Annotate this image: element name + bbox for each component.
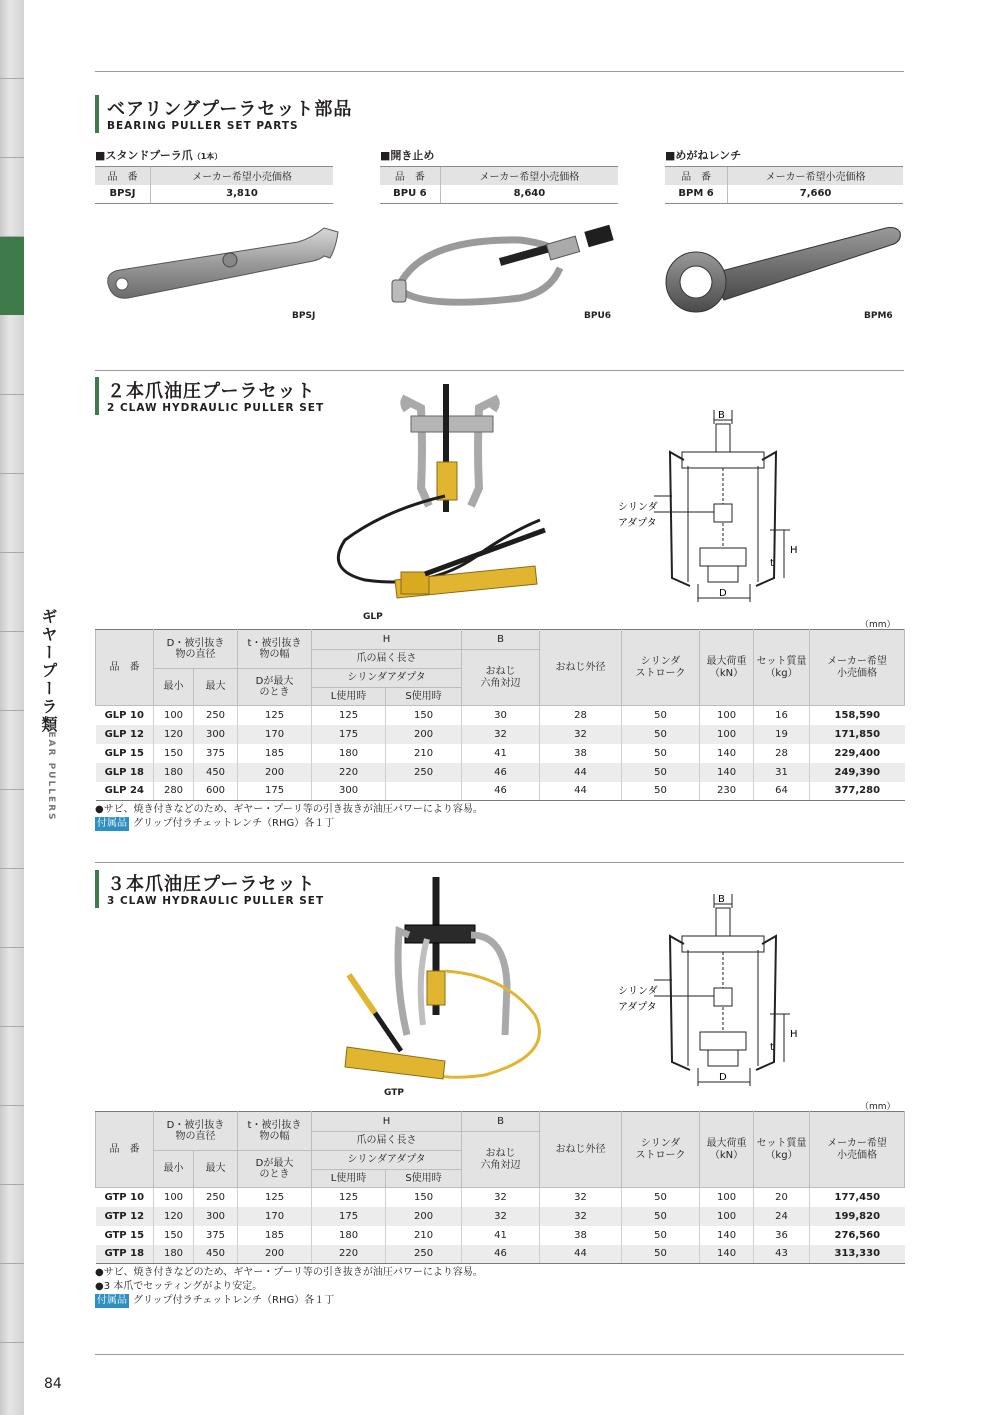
th-b: B	[462, 1112, 540, 1132]
table-row	[96, 1245, 905, 1264]
table-cell: 210	[386, 744, 462, 763]
section3-title: ３本爪油圧プーラセット	[107, 874, 316, 895]
col-price: メーカー希望小売価格	[440, 167, 618, 185]
dim-b-label: B	[718, 894, 725, 905]
side-tab-active	[0, 237, 24, 315]
table-cell: 229,400	[810, 744, 905, 763]
table-cell: GLP 12	[96, 725, 154, 744]
table-row	[96, 763, 905, 782]
accessory-text: グリップ付ラチェットレンチ（RHG）各１丁	[133, 1295, 335, 1306]
accessory-line	[95, 1294, 483, 1308]
footer-rule	[95, 1354, 904, 1355]
section1-subtitle: BEARING PULLER SET PARTS	[107, 120, 299, 132]
side-tab-divider	[0, 1026, 24, 1027]
part-code: BPU 6	[380, 185, 440, 204]
table-cell: 200	[386, 1207, 462, 1226]
table-cell: 100	[154, 1188, 194, 1207]
table-row	[96, 1226, 905, 1245]
table-cell: 100	[700, 1188, 754, 1207]
accessory-text: グリップ付ラチェットレンチ（RHG）各１丁	[133, 818, 335, 829]
table-cell: 28	[540, 706, 622, 725]
dim-d-label: D	[719, 588, 727, 599]
accessory-line	[95, 817, 483, 831]
side-tab-divider	[0, 1263, 24, 1264]
table-cell: 100	[700, 1207, 754, 1226]
gtp-notes	[95, 1266, 483, 1308]
part-price: 7,660	[728, 185, 903, 204]
th-min: 最小	[154, 1151, 194, 1188]
th-l-use: L使用時	[312, 1170, 386, 1188]
th-l-use: L使用時	[312, 688, 386, 706]
table-cell: 600	[194, 782, 238, 801]
accessory-badge: 付属品	[97, 1295, 127, 1306]
side-tab-divider	[0, 552, 24, 553]
th-h: H	[312, 630, 462, 650]
th-price: メーカー希望 小売価格	[810, 630, 905, 706]
table-row	[96, 744, 905, 763]
table-cell: 250	[386, 763, 462, 782]
table-cell: 140	[700, 1245, 754, 1264]
note-line: ●サビ、焼き付きなどのため、ギヤー・プーリ等の引き抜きが油圧パワーにより容易。	[95, 804, 483, 815]
table-cell: 140	[700, 1226, 754, 1245]
table-cell: 44	[540, 763, 622, 782]
table-cell: 41	[462, 744, 540, 763]
table-cell: 200	[238, 1245, 312, 1264]
table-cell: 20	[754, 1188, 810, 1207]
col-code: 品 番	[665, 167, 728, 185]
th-min: 最小	[154, 669, 194, 706]
table-cell: 44	[540, 782, 622, 801]
table-cell: GLP 10	[104, 709, 144, 721]
th-max: 最大	[194, 1151, 238, 1188]
th-s-use: S使用時	[386, 688, 462, 706]
side-title-jp: ギヤープーラ類	[39, 608, 58, 734]
table-cell: 50	[622, 706, 700, 725]
table-cell: 300	[194, 1207, 238, 1226]
side-tab-divider	[0, 473, 24, 474]
table-row	[96, 725, 905, 744]
glp-product-image	[325, 380, 550, 610]
table-cell: 180	[312, 744, 386, 763]
table-cell: GLP 24	[96, 782, 154, 801]
dim-d-label: D	[719, 1072, 727, 1083]
table-cell: 32	[462, 1188, 540, 1207]
table-cell: 249,390	[810, 763, 905, 782]
table-cell: 175	[312, 1207, 386, 1226]
col-code: 品 番	[95, 167, 150, 185]
table-cell: 170	[238, 1207, 312, 1226]
table-cell: 375	[194, 744, 238, 763]
th-b: B	[462, 630, 540, 650]
col-code: 品 番	[380, 167, 440, 185]
table-cell: 140	[700, 744, 754, 763]
th-code: 品 番	[96, 630, 154, 706]
th-d: D・被引抜き 物の直径	[154, 630, 238, 669]
table-cell: 150	[154, 1226, 194, 1245]
section-rule	[95, 71, 904, 72]
th-mass: セット質量 （kg）	[754, 630, 810, 706]
gtp-spec-table	[95, 1111, 905, 1264]
table-cell: 125	[238, 1188, 312, 1207]
table-cell: 177,450	[810, 1188, 905, 1207]
table-cell: 120	[154, 725, 194, 744]
section3-subtitle: 3 CLAW HYDRAULIC PULLER SET	[107, 895, 325, 907]
table-row	[96, 706, 905, 725]
table-cell: 44	[540, 1245, 622, 1264]
table-cell: 150	[154, 744, 194, 763]
section-rule	[95, 862, 904, 863]
table-cell: 19	[754, 725, 810, 744]
th-mass: セット質量 （kg）	[754, 1112, 810, 1188]
th-h: H	[312, 1112, 462, 1132]
table-cell: 150	[386, 706, 462, 725]
table-cell	[386, 782, 462, 801]
table-row	[96, 782, 905, 801]
table-cell: 100	[700, 725, 754, 744]
table-cell: 220	[312, 763, 386, 782]
dim-cylinder-label: シリンダ	[618, 502, 658, 513]
table-cell: 185	[238, 1226, 312, 1245]
unit-label: （mm）	[860, 1102, 896, 1112]
th-t: t・被引抜き 物の幅	[238, 1112, 312, 1151]
part-table-bpsj	[95, 147, 333, 204]
side-tab-strip	[0, 0, 24, 1415]
table-cell: 50	[622, 725, 700, 744]
table-cell: 46	[462, 782, 540, 801]
section2-subtitle: 2 CLAW HYDRAULIC PULLER SET	[107, 402, 325, 414]
table-cell: 185	[238, 744, 312, 763]
table-cell: 100	[700, 706, 754, 725]
table-cell: 220	[312, 1245, 386, 1264]
table-cell: 300	[194, 725, 238, 744]
th-code: 品 番	[96, 1112, 154, 1188]
table-cell: 50	[622, 1207, 700, 1226]
th-d: D・被引抜き 物の直径	[154, 1112, 238, 1151]
unit-label: （mm）	[860, 620, 896, 630]
table-cell: 140	[700, 763, 754, 782]
table-cell: 230	[700, 782, 754, 801]
table-cell: 180	[154, 763, 194, 782]
section-accent-bar	[95, 870, 99, 908]
part-table-bpm6	[665, 147, 903, 204]
part-title: ■開き止め	[380, 149, 435, 162]
table-row	[96, 1188, 905, 1207]
table-cell: 38	[540, 1226, 622, 1245]
th-t: t・被引抜き 物の幅	[238, 630, 312, 669]
th-outer-thread: おねじ外径	[540, 630, 622, 706]
dim-adapter-label: アダプタ	[618, 1002, 657, 1013]
dim-t-label: t	[770, 558, 774, 569]
table-cell: 32	[540, 1188, 622, 1207]
table-cell: 36	[754, 1226, 810, 1245]
table-cell: 30	[462, 706, 540, 725]
dim-adapter-label: アダプタ	[618, 518, 657, 529]
glp-image-label: GLP	[363, 612, 383, 622]
glp-notes	[95, 803, 483, 831]
table-cell: 150	[386, 1188, 462, 1207]
col-price: メーカー希望小売価格	[728, 167, 903, 185]
glp-dimension-diagram	[610, 408, 810, 608]
table-cell: 280	[154, 782, 194, 801]
table-cell: 450	[194, 1245, 238, 1264]
table-cell: 125	[238, 706, 312, 725]
table-cell: 50	[622, 763, 700, 782]
table-cell: 43	[754, 1245, 810, 1264]
table-cell: 16	[754, 706, 810, 725]
gtp-dimension-diagram	[610, 892, 810, 1092]
part-table-bpu6	[380, 147, 618, 204]
bpu6-stopper-image	[380, 218, 630, 313]
table-cell: 375	[194, 1226, 238, 1245]
table-cell: 180	[312, 1226, 386, 1245]
table-cell: 32	[540, 1207, 622, 1226]
table-cell: 41	[462, 1226, 540, 1245]
table-cell: 276,560	[810, 1226, 905, 1245]
col-price: メーカー希望小売価格	[150, 167, 333, 185]
th-nut-hex: おねじ 六角対辺	[462, 650, 540, 706]
side-tab-divider	[0, 710, 24, 711]
table-cell: GLP 15	[104, 747, 144, 759]
table-cell: 200	[238, 763, 312, 782]
dim-h-label: H	[790, 545, 798, 556]
table-cell: GTP 15	[104, 1229, 145, 1241]
table-cell: 250	[194, 706, 238, 725]
part-price: 3,810	[150, 185, 333, 204]
th-nut-hex: おねじ 六角対辺	[462, 1132, 540, 1188]
table-cell: 31	[754, 763, 810, 782]
table-cell: 38	[540, 744, 622, 763]
table-cell: 50	[622, 1188, 700, 1207]
th-max-load: 最大荷重 （kN）	[700, 630, 754, 706]
glp-spec-table	[95, 629, 905, 801]
bpsj-claw-image	[98, 220, 348, 310]
table-cell: 28	[754, 744, 810, 763]
table-cell: 50	[622, 1245, 700, 1264]
th-price: メーカー希望 小売価格	[810, 1112, 905, 1188]
section-accent-bar	[95, 377, 99, 415]
side-tab-divider	[0, 947, 24, 948]
side-tab-divider	[0, 78, 24, 79]
side-tab-divider	[0, 868, 24, 869]
dim-cylinder-label: シリンダ	[618, 986, 658, 997]
th-s-use: S使用時	[386, 1170, 462, 1188]
note-line: ●3 本爪でセッティングがより安定。	[95, 1281, 263, 1292]
table-cell: 377,280	[810, 782, 905, 801]
part-code: BPSJ	[95, 185, 150, 204]
table-cell: GTP 12	[96, 1207, 154, 1226]
note-line: ●サビ、焼き付きなどのため、ギヤー・プーリ等の引き抜きが油圧パワーにより容易。	[95, 1267, 483, 1278]
table-cell: 171,850	[810, 725, 905, 744]
table-cell: GTP 18	[96, 1245, 154, 1264]
table-cell: 46	[462, 1245, 540, 1264]
side-title-en: GEAR PULLERS	[46, 722, 56, 822]
th-max: 最大	[194, 669, 238, 706]
side-tab-divider	[0, 157, 24, 158]
section-accent-bar	[95, 95, 99, 133]
table-cell: 300	[312, 782, 386, 801]
table-cell: 120	[154, 1207, 194, 1226]
table-cell: 32	[540, 725, 622, 744]
table-cell: 250	[386, 1245, 462, 1264]
table-cell: 50	[622, 782, 700, 801]
th-stroke: シリンダ ストローク	[622, 630, 700, 706]
th-max-load: 最大荷重 （kN）	[700, 1112, 754, 1188]
table-cell: 158,590	[810, 706, 905, 725]
dim-b-label: B	[718, 410, 725, 421]
table-cell: 250	[194, 1188, 238, 1207]
side-tab-divider	[0, 631, 24, 632]
table-cell: 46	[462, 763, 540, 782]
part-price: 8,640	[440, 185, 618, 204]
table-cell: 50	[622, 1226, 700, 1245]
dim-t-label: t	[770, 1042, 774, 1053]
side-tab-divider	[0, 1342, 24, 1343]
table-cell: GLP 18	[96, 763, 154, 782]
gtp-image-label: GTP	[384, 1088, 404, 1098]
part-title: ■スタンドプーラ爪（1本）	[95, 149, 223, 162]
th-claw-reach: 爪の届く長さ	[312, 1132, 462, 1151]
table-cell: 175	[238, 782, 312, 801]
table-cell: 180	[154, 1245, 194, 1264]
th-dmax: Dが最大 のとき	[238, 669, 312, 706]
section2-title: ２本爪油圧プーラセット	[107, 381, 316, 402]
th-outer-thread: おねじ外径	[540, 1112, 622, 1188]
part-title: ■めがねレンチ	[665, 149, 742, 162]
side-tab-divider	[0, 1105, 24, 1106]
th-claw-reach: 爪の届く長さ	[312, 650, 462, 669]
side-tab-divider	[0, 789, 24, 790]
gtp-product-image	[335, 875, 565, 1090]
bpm6-image-label: BPM6	[864, 311, 893, 321]
bpm6-wrench-image	[660, 218, 910, 313]
accessory-badge: 付属品	[97, 818, 127, 829]
side-tab-divider	[0, 1184, 24, 1185]
th-cyl-adapter: シリンダアダプタ	[312, 1151, 462, 1170]
part-code: BPM 6	[665, 185, 728, 204]
table-cell: 50	[622, 744, 700, 763]
th-dmax: Dが最大 のとき	[238, 1151, 312, 1188]
table-cell: 64	[754, 782, 810, 801]
bpu6-image-label: BPU6	[584, 311, 612, 321]
table-cell: 210	[386, 1226, 462, 1245]
section-rule	[95, 370, 904, 371]
table-cell: 32	[462, 1207, 540, 1226]
bpsj-image-label: BPSJ	[292, 311, 316, 321]
th-cyl-adapter: シリンダアダプタ	[312, 669, 462, 688]
page-number: 84	[44, 1376, 62, 1392]
table-cell: 200	[386, 725, 462, 744]
table-cell: 125	[312, 1188, 386, 1207]
table-cell: GTP 10	[104, 1191, 145, 1203]
th-stroke: シリンダ ストローク	[622, 1112, 700, 1188]
table-cell: 199,820	[810, 1207, 905, 1226]
table-cell: 100	[154, 706, 194, 725]
side-tab-divider	[0, 394, 24, 395]
table-cell: 313,330	[810, 1245, 905, 1264]
table-cell: 170	[238, 725, 312, 744]
table-row	[96, 1207, 905, 1226]
section1-title: ベアリングプーラセット部品	[107, 99, 353, 120]
table-cell: 175	[312, 725, 386, 744]
table-cell: 32	[462, 725, 540, 744]
table-cell: 125	[312, 706, 386, 725]
dim-h-label: H	[790, 1029, 798, 1040]
table-cell: 450	[194, 763, 238, 782]
table-cell: 24	[754, 1207, 810, 1226]
